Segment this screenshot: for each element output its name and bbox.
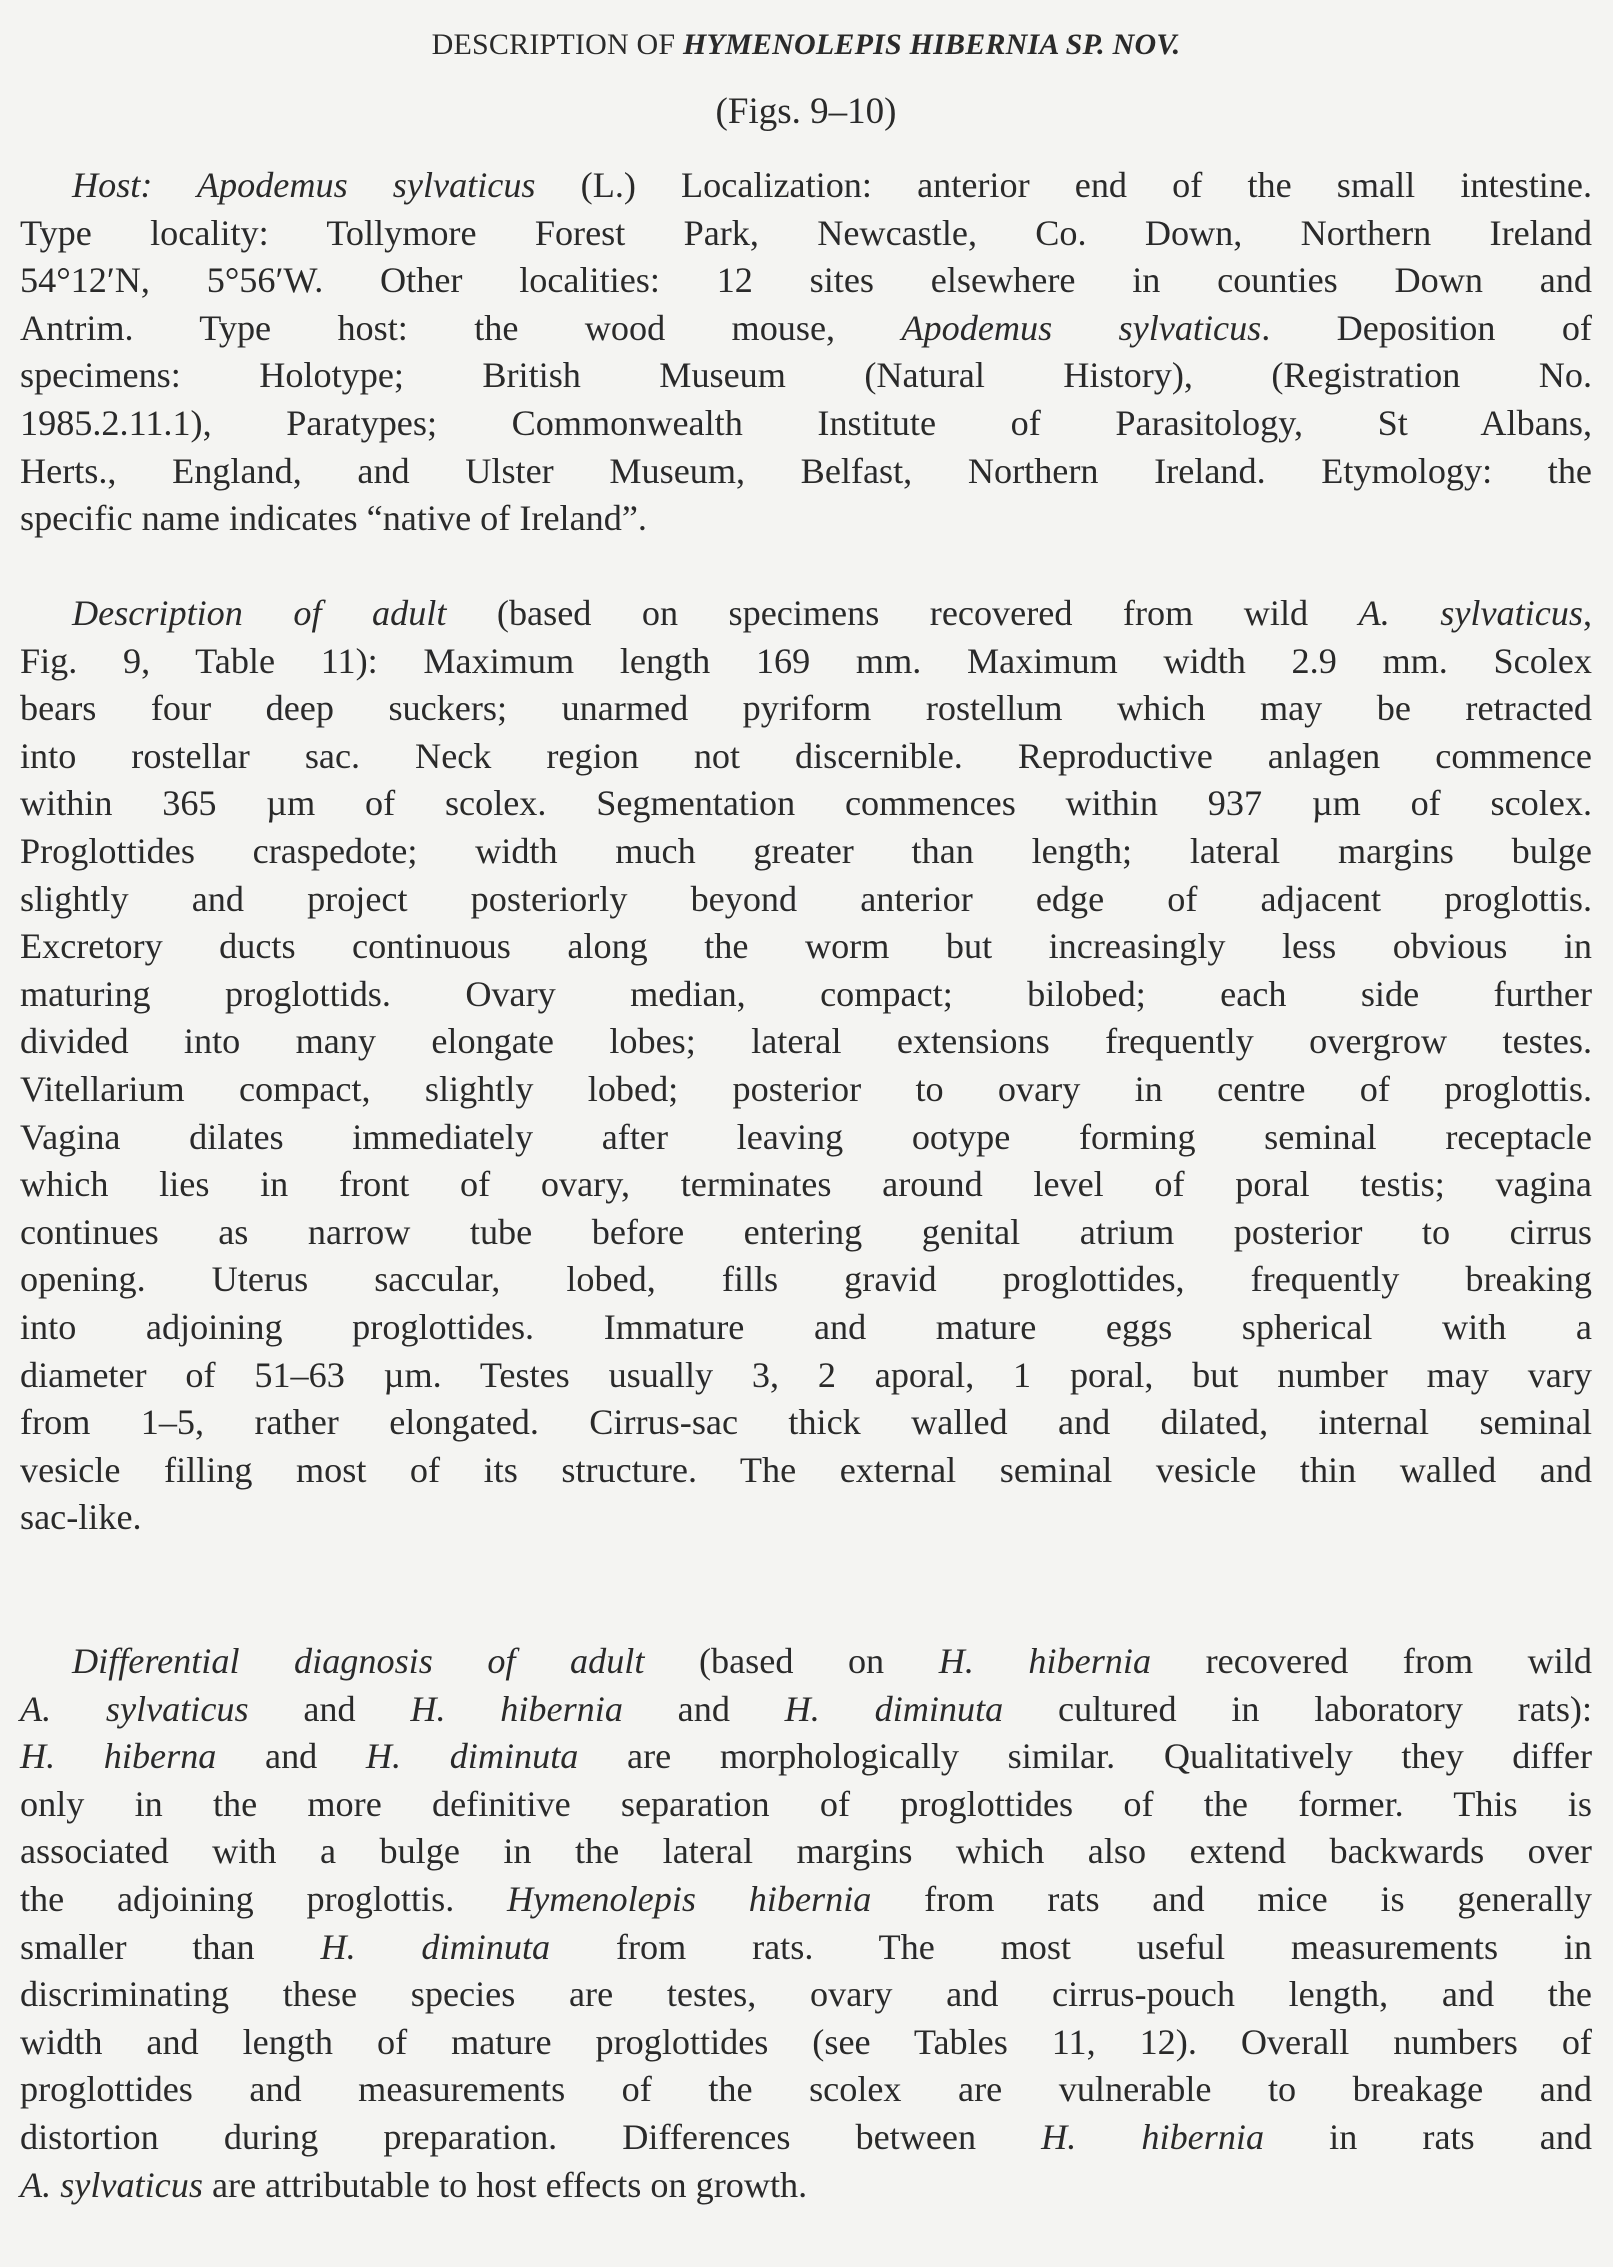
text-line — [20, 1494, 1592, 1542]
heading-species: HYMENOLEPIS HIBERNIA SP. NOV. — [683, 28, 1181, 61]
text-run: the adjoining proglottis. — [20, 1878, 508, 1919]
text-run: into adjoining proglottides. Immature and mature eggs spherical with a — [20, 1306, 1592, 1347]
italic-text: Description of adult — [72, 593, 447, 633]
text-run: which lies in front of ovary, terminates around level of poral testis; vagina — [20, 1164, 1592, 1205]
italic-text: Host: Apodemus sylvaticus — [72, 165, 536, 205]
text-line — [20, 1447, 1592, 1495]
text-line — [20, 733, 1592, 781]
text-run: smaller than — [20, 1926, 321, 1967]
text-run: distortion during preparation. Differences between — [20, 2116, 1042, 2157]
text-run: and — [248, 1688, 411, 1729]
text-line — [20, 1924, 1592, 1972]
text-line — [20, 495, 1592, 543]
text-line — [20, 1399, 1592, 1447]
text-run: (L.) Localization: anterior end of the small intestine. — [535, 165, 1593, 205]
text-run: bears four deep suckers; unarmed pyriform rostellum which may be retracted — [20, 688, 1592, 729]
text-run: , — [1582, 593, 1592, 633]
text-run: Fig. 9, Table 11): Maximum length 169 mm. Maximum width 2.9 mm. Scolex — [20, 640, 1592, 681]
italic-text: Differential diagnosis of adult — [72, 1641, 645, 1681]
paragraph-description-of-adult — [20, 590, 1592, 1542]
text-run: associated with a bulge in the lateral margins which also extend backwards over — [20, 1831, 1592, 1872]
text-line — [20, 448, 1592, 496]
text-run: proglottides and measurements of the scolex are vulnerable to breakage and — [20, 2069, 1592, 2110]
text-line — [20, 2162, 1592, 2210]
text-line — [20, 1018, 1592, 1066]
text-run: sac-like. — [20, 1497, 142, 1538]
text-line — [20, 780, 1592, 828]
paragraph-differential-diagnosis — [20, 1638, 1592, 2209]
text-run: Herts., England, and Ulster Museum, Belfast, Northern Ireland. Etymology: the — [20, 450, 1592, 491]
italic-text: Apodemus sylvaticus — [901, 307, 1262, 348]
italic-text: H. diminuta — [320, 1926, 551, 1967]
italic-text: H. diminuta — [784, 1688, 1004, 1729]
text-line — [20, 590, 1592, 638]
text-line — [20, 210, 1592, 258]
text-run: are morphologically similar. Qualitatively they differ — [578, 1736, 1593, 1777]
text-run: into rostellar sac. Neck region not discernible. Reproductive anlagen commence — [20, 735, 1592, 776]
text-line — [20, 257, 1592, 305]
text-run: from rats. The most useful measurements in — [550, 1926, 1592, 1967]
text-line — [20, 876, 1592, 924]
text-run: from rats and mice is generally — [871, 1878, 1592, 1919]
text-run: Type locality: Tollymore Forest Park, Newcastle, Co. Down, Northern Ireland — [20, 212, 1592, 253]
text-run: Vitellarium compact, slightly lobed; posterior to ovary in centre of proglottis. — [20, 1068, 1592, 1109]
text-line — [20, 1876, 1592, 1924]
paragraph-host-and-type-info — [20, 162, 1592, 543]
text-run: Vagina dilates immediately after leaving ootype forming seminal receptacle — [20, 1116, 1592, 1157]
text-run: Proglottides craspedote; width much greater than length; lateral margins bulge — [20, 830, 1592, 871]
text-line — [20, 1781, 1592, 1829]
text-line — [20, 1733, 1592, 1781]
italic-text: H. hibernia — [938, 1641, 1152, 1681]
text-line — [20, 1971, 1592, 2019]
text-line — [20, 2114, 1592, 2162]
text-line — [20, 162, 1592, 210]
text-run: only in the more definitive separation of proglottides of the former. This is — [20, 1783, 1592, 1824]
text-run: (based on — [644, 1641, 939, 1681]
text-run: from 1–5, rather elongated. Cirrus-sac thick walled and dilated, internal seminal — [20, 1402, 1592, 1443]
text-line — [20, 352, 1592, 400]
text-run: Excretory ducts continuous along the worm but increasingly less obvious in — [20, 926, 1592, 967]
text-run: discriminating these species are testes, ovary and cirrus-pouch length, and the — [20, 1974, 1592, 2015]
text-line — [20, 1161, 1592, 1209]
text-run: specimens: Holotype; British Museum (Natural History), (Registration No. — [20, 355, 1592, 396]
text-run: 1985.2.11.1), Paratypes; Commonwealth Institute of Parasitology, St Albans, — [20, 402, 1592, 443]
section-heading — [20, 28, 1592, 62]
text-run: cultured in laboratory rats): — [1003, 1688, 1593, 1729]
text-line — [20, 923, 1592, 971]
figure-reference: (Figs. 9–10) — [715, 91, 897, 132]
text-line — [20, 828, 1592, 876]
italic-text: H. hibernia — [410, 1688, 623, 1729]
text-run: and — [216, 1736, 366, 1777]
text-run: . Deposition of — [1261, 307, 1592, 348]
text-run: opening. Uterus saccular, lobed, fills gravid proglottides, frequently breaking — [20, 1259, 1592, 1300]
text-run: width and length of mature proglottides (see Tables 11, 12). Overall numbers of — [20, 2021, 1592, 2062]
italic-text: A. sylvaticus — [1358, 593, 1583, 633]
text-run: slightly and project posteriorly beyond anterior edge of adjacent proglottis. — [20, 878, 1592, 919]
text-run: are attributable to host effects on growth. — [202, 2164, 808, 2205]
text-line — [20, 1256, 1592, 1304]
text-line — [20, 2066, 1592, 2114]
text-run: (based on specimens recovered from wild — [446, 593, 1359, 633]
text-run: recovered from wild — [1151, 1641, 1592, 1681]
text-run: continues as narrow tube before entering genital atrium posterior to cirrus — [20, 1211, 1592, 1252]
text-line — [20, 1114, 1592, 1162]
heading-prefix: DESCRIPTION OF — [431, 28, 684, 61]
italic-text: H. hiberna — [20, 1736, 217, 1777]
italic-text: A. sylvaticus — [20, 1688, 249, 1729]
text-run: Antrim. Type host: the wood mouse, — [20, 307, 902, 348]
text-run: within 365 µm of scolex. Segmentation commences within 937 µm of scolex. — [20, 783, 1592, 824]
text-line — [20, 1638, 1592, 1686]
text-line — [20, 400, 1592, 448]
italic-text: A. sylvaticus — [20, 2164, 203, 2205]
text-line — [20, 638, 1592, 686]
text-line — [20, 1304, 1592, 1352]
text-line — [20, 685, 1592, 733]
text-run: divided into many elongate lobes; lateral extensions frequently overgrow testes. — [20, 1021, 1592, 1062]
text-run: maturing proglottids. Ovary median, compact; bilobed; each side further — [20, 973, 1592, 1014]
text-line — [20, 1352, 1592, 1400]
text-run: diameter of 51–63 µm. Testes usually 3, 2 aporal, 1 poral, but number may vary — [20, 1354, 1592, 1395]
text-line — [20, 1209, 1592, 1257]
text-line — [20, 305, 1592, 353]
text-line — [20, 1066, 1592, 1114]
text-line — [20, 1828, 1592, 1876]
text-line — [20, 971, 1592, 1019]
text-run: vesicle filling most of its structure. The external seminal vesicle thin walled and — [20, 1449, 1592, 1490]
text-run: 54°12′N, 5°56′W. Other localities: 12 sites elsewhere in counties Down and — [20, 260, 1592, 301]
italic-text: H. hibernia — [1041, 2116, 1265, 2157]
italic-text: H. diminuta — [365, 1736, 579, 1777]
text-line — [20, 1686, 1592, 1734]
text-run: in rats and — [1264, 2116, 1592, 2157]
text-run: and — [622, 1688, 785, 1729]
text-line — [20, 2019, 1592, 2067]
text-run: specific name indicates “native of Ireland”. — [20, 498, 647, 539]
italic-text: Hymenolepis hibernia — [507, 1878, 872, 1919]
